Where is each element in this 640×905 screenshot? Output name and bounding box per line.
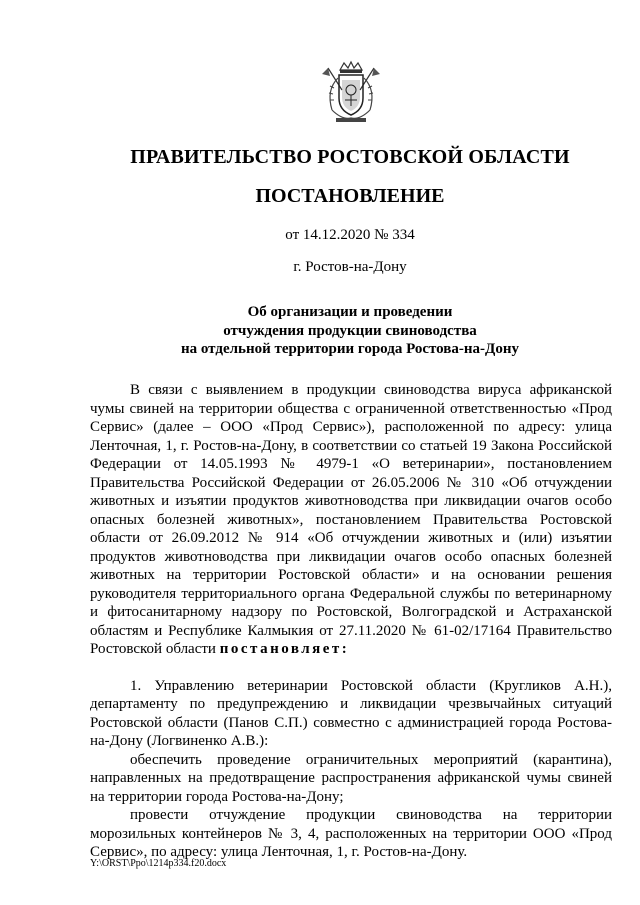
- item-1-point-b: провести отчуждение продукции свиноводства на территории морозильных контейнеров № 3, 4, расположенных на территории ООО «Прод Сервис», по адресу: улица Ленточная, 1, г. Ростов-на-Дону.: [90, 807, 612, 860]
- preamble-text: В связи с выявлением в продукции свиноводства вируса африканской чумы свиней на территории общества с ограниченной ответственностью «Прод Сервис» (далее – ООО «Прод Сервис»), расположенной по адресу: улица Ленточная, 1, г. Ростов-на-Дону, в соответствии со статьей 19 Закона Российской Федерации от 14.05.1993 № 4979-1 «О ветеринарии», постановлением Правительства Российской Федерации от 26.05.2006 № 310 «Об отчуждении животных и изъятии продуктов животноводства при ликвидации очагов особо опасных болезней животных», постановлением Правительства Ростовской области от 26.09.2012 № 914 «Об отчуждении животных и (или) изъятии продуктов животноводства при ликвидации очагов особо опасных болезней животных на территории Ростовской области» и на основании решения руководителя территориального органа Федеральной службы по ветеринарному и фитосанитарному надзору по Ростовской, Волгоградской и Астраханской областям и Республике Калмыкия от 27.11.2020 № 61-02/17164 Правительство Ростовской области: [90, 382, 612, 657]
- subject-line-3: на отдельной территории города Ростова-на-Дону: [180, 341, 520, 357]
- document-type: ПОСТАНОВЛЕНИЕ: [255, 185, 445, 207]
- coat-of-arms-icon: [318, 60, 384, 126]
- document-subject: [0, 303, 640, 359]
- authority-title: ПРАВИТЕЛЬСТВО РОСТОВСКОЙ ОБЛАСТИ: [130, 146, 570, 168]
- subject-line-1: Об организации и проведении: [247, 304, 453, 320]
- document-body: [90, 381, 612, 862]
- subject-line-2: отчуждения продукции свиноводства: [223, 322, 477, 339]
- date-number: от 14.12.2020 № 334: [285, 227, 415, 243]
- file-path: Y:\ORST\Ppo\1214p334.f20.docx: [90, 858, 227, 869]
- preamble-paragraph: [90, 381, 612, 659]
- item-1: 1. Управлению ветеринарии Ростовской области (Кругликов А.Н.), департаменту по предупреждению и ликвидации чрезвычайных ситуаций Ростовской области (Панов С.П.) совместно с администрацией города Ростова-на-Дону (Логвиненко А.В.):: [90, 677, 612, 749]
- decree-word: постановляет:: [219, 641, 350, 657]
- city: г. Ростов-на-Дону: [293, 259, 407, 275]
- item-1-point-a: обеспечить проведение ограничительных мероприятий (карантина), направленных на предотвращение распространения африканской чумы свиней на территории города Ростова-на-Дону;: [90, 751, 612, 805]
